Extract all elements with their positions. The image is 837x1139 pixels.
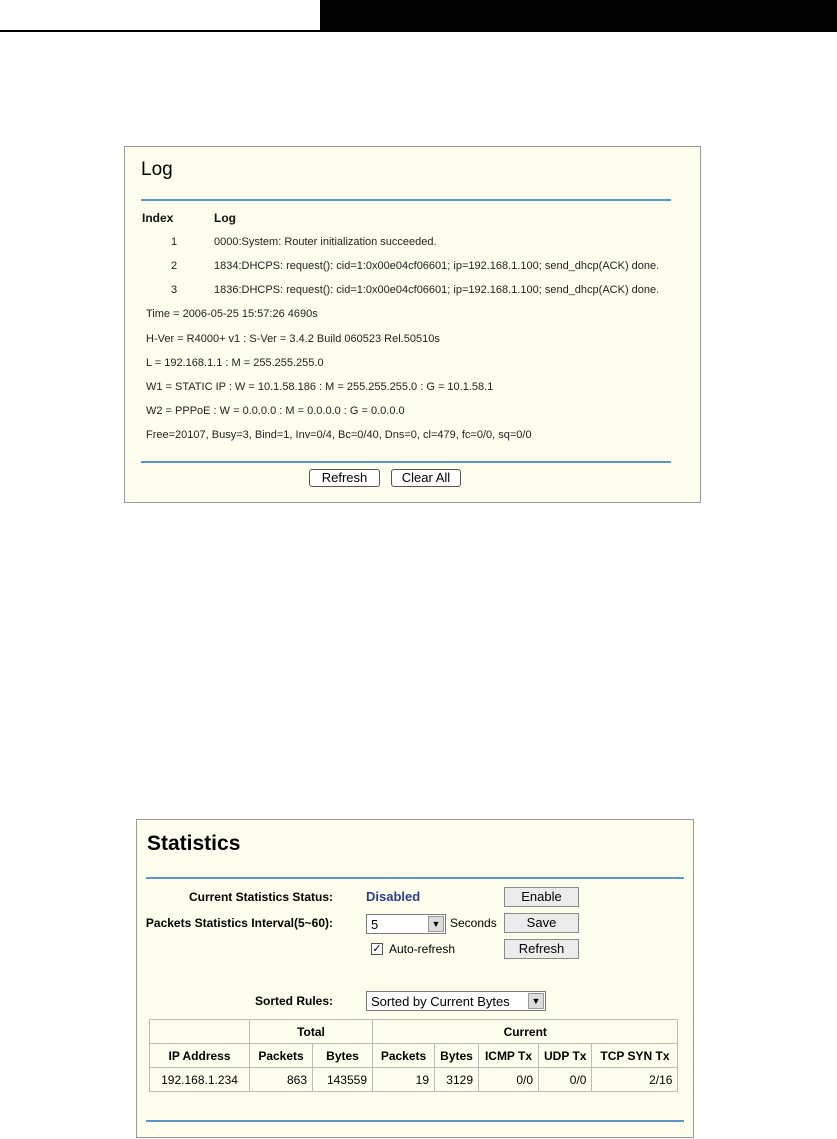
- cell-ip-address: 192.168.1.234: [150, 1068, 250, 1092]
- clear-all-button[interactable]: Clear All: [391, 469, 461, 487]
- statistics-divider-bottom: [146, 1120, 684, 1122]
- sorted-rules-label: Sorted Rules:: [254, 994, 333, 1008]
- statistics-table: [149, 1019, 678, 1092]
- statistics-title: Statistics: [147, 832, 241, 855]
- cell-icmp-tx: 0/0: [479, 1068, 539, 1092]
- log-refresh-button[interactable]: Refresh: [309, 469, 380, 487]
- log-info-lan: L = 192.168.1.1 : M = 255.255.255.0: [146, 357, 324, 369]
- status-value: Disabled: [366, 889, 421, 904]
- auto-refresh-label: Auto-refresh: [389, 942, 456, 956]
- page-header-bar: [320, 0, 837, 31]
- chevron-down-icon[interactable]: ▼: [428, 916, 444, 932]
- log-info-version: H-Ver = R4000+ v1 : S-Ver = 3.4.2 Build 060523 Rel.50510s: [146, 333, 440, 345]
- header-icmp-tx: ICMP Tx: [479, 1044, 539, 1068]
- log-info-memory: Free=20107, Busy=3, Bind=1, Inv=0/4, Bc=0/40, Dns=0, cl=479, fc=0/0, sq=0/0: [146, 429, 532, 441]
- header-current-bytes: Bytes: [435, 1044, 479, 1068]
- interval-label: Packets Statistics Interval(5~60):: [145, 916, 333, 930]
- interval-select-value: 5: [371, 917, 379, 932]
- log-column-log: Log: [214, 211, 236, 225]
- log-entry-text: 0000:System: Router initialization succeeded.: [214, 236, 437, 248]
- log-entry-text: 1834:DHCPS: request(): cid=1:0x00e04cf06601; ip=192.168.1.100; send_dhcp(ACK) done.: [214, 260, 660, 272]
- cell-current-packets: 19: [373, 1068, 435, 1092]
- table-header-blank: [150, 1020, 250, 1044]
- cell-total-bytes: 143559: [313, 1068, 373, 1092]
- log-column-index: Index: [142, 211, 174, 225]
- log-divider-bottom: [141, 461, 671, 463]
- table-header-row: [150, 1044, 678, 1068]
- cell-tcp-syn-tx: 2/16: [592, 1068, 678, 1092]
- header-total-bytes: Bytes: [313, 1044, 373, 1068]
- cell-total-packets: 863: [250, 1068, 313, 1092]
- log-info-wan2: W2 = PPPoE : W = 0.0.0.0 : M = 0.0.0.0 : G = 0.0.0.0: [146, 405, 405, 417]
- log-entry-text: 1836:DHCPS: request(): cid=1:0x00e04cf06601; ip=192.168.1.100; send_dhcp(ACK) done.: [214, 284, 660, 296]
- status-label: Current Statistics Status:: [188, 890, 333, 904]
- chevron-down-icon[interactable]: ▼: [528, 993, 544, 1009]
- log-info-wan1: W1 = STATIC IP : W = 10.1.58.186 : M = 255.255.255.0 : G = 10.1.58.1: [146, 381, 494, 393]
- table-group-header-row: [150, 1020, 678, 1044]
- table-group-total: Total: [250, 1020, 373, 1044]
- auto-refresh-checkbox[interactable]: ✓: [372, 943, 382, 955]
- page-header-rule: [0, 30, 837, 32]
- cell-udp-tx: 0/0: [539, 1068, 592, 1092]
- seconds-label: Seconds: [450, 916, 497, 930]
- header-tcp-syn-tx: TCP SYN Tx: [592, 1044, 678, 1068]
- log-divider-top: [141, 199, 671, 201]
- sorted-rules-select-value: Sorted by Current Bytes: [371, 994, 510, 1009]
- table-group-current: Current: [373, 1020, 678, 1044]
- statistics-divider-top: [146, 877, 684, 879]
- statistics-panel: [136, 819, 694, 1138]
- header-udp-tx: UDP Tx: [539, 1044, 592, 1068]
- enable-button[interactable]: Enable: [504, 887, 579, 907]
- save-button[interactable]: Save: [504, 913, 579, 933]
- log-title: Log: [141, 159, 173, 180]
- header-ip-address: IP Address: [150, 1044, 250, 1068]
- log-entry-index: 2: [171, 260, 178, 272]
- header-current-packets: Packets: [373, 1044, 435, 1068]
- log-panel: [124, 146, 701, 503]
- log-entry-index: 1: [171, 236, 178, 248]
- header-total-packets: Packets: [250, 1044, 313, 1068]
- interval-select[interactable]: [366, 914, 446, 934]
- sorted-rules-select[interactable]: [366, 991, 546, 1011]
- log-info-time: Time = 2006-05-25 15:57:26 4690s: [146, 308, 318, 320]
- table-row: [150, 1068, 678, 1092]
- log-entry-index: 3: [171, 284, 178, 296]
- cell-current-bytes: 3129: [435, 1068, 479, 1092]
- statistics-refresh-button[interactable]: Refresh: [504, 939, 579, 959]
